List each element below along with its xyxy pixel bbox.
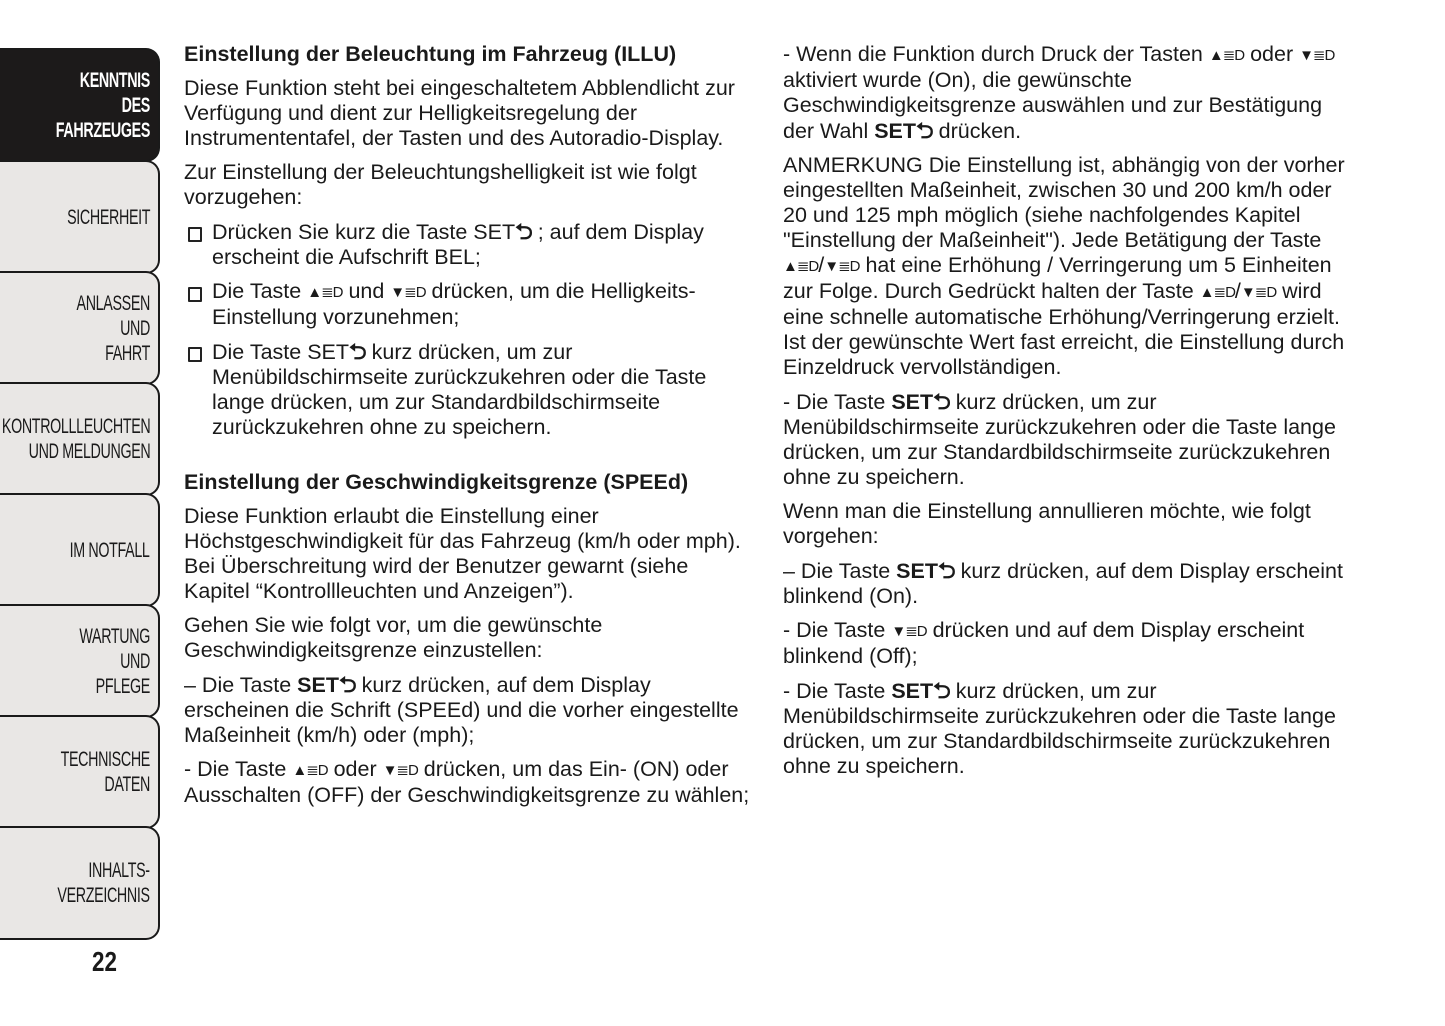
down-light-icon: ▼≣D <box>1299 47 1335 64</box>
chapter-tab-label: SICHERHEIT <box>66 205 150 229</box>
text: kurz drücken, um zur Menübildschirmseite zurückzukehren oder die Taste lange drücken, um zur Standardbildschirmseite zurückzukehren ohne zu speichern. <box>783 679 1336 778</box>
text: Einstellung der Geschwindigkeitsgrenze (SPEEd) <box>184 470 689 494</box>
key-label: SET <box>874 119 917 143</box>
paragraph <box>783 558 1353 609</box>
key-label: SET <box>896 559 938 583</box>
down-light-icon: ▼≣D <box>1240 284 1277 301</box>
chapter-tab-label: TECHNISCHE DATEN <box>60 748 150 796</box>
paragraph <box>783 153 1353 380</box>
text: kurz drücken, um zur Menübildschirmseite zurückzukehren oder die Taste lange drücken, um zur Standardbildschirmseite zurückzukehren ohne zu speichern. <box>212 340 707 439</box>
paragraph <box>184 504 754 604</box>
paragraph <box>184 76 754 151</box>
text: Gehen Sie wie folgt vor, um die gewünschte Geschwindigkeitsgrenze einzustellen: <box>184 613 603 662</box>
paragraph <box>184 672 754 748</box>
down-light-icon: ▼≣D <box>824 258 860 275</box>
paragraph <box>184 160 754 210</box>
chapter-tab-8[interactable] <box>0 826 160 940</box>
chapter-tab-6[interactable] <box>0 604 160 718</box>
chapter-tab-2[interactable] <box>0 160 160 274</box>
up-light-icon: ▲≣D <box>783 258 819 275</box>
text: - Die Taste <box>783 390 892 414</box>
paragraph <box>783 618 1353 669</box>
bullet-item <box>184 339 754 440</box>
chapter-tab-5[interactable] <box>0 493 160 607</box>
text: Diese Funktion erlaubt die Einstellung einer Höchstgeschwindigkeit für das Fahrzeug (km/h oder mph). Bei Überschreitung wird der Benutzer gewarnt (siehe Kapitel “Kontrollleuchten und Anzeigen”). <box>184 504 741 603</box>
chapter-tab-label: INHALTS- VERZEICHNIS <box>57 859 150 907</box>
text: - Die Taste <box>783 679 892 703</box>
up-light-icon: ▲≣D <box>307 284 343 301</box>
set-return-icon: ⮌ <box>937 558 955 583</box>
set-return-icon: ⮌ <box>349 339 366 364</box>
up-light-icon: ▲≣D <box>1208 47 1245 64</box>
text: ANMERKUNG Die Einstellung ist, abhängig von der vorher eingestellten Maßeinheit, zwischen 30 und 200 km/h oder 20 und 125 mph möglich (siehe nachfolgendes Kapitel "Einstellung der Maßeinheit"). Jede Betätigung der Taste <box>783 153 1345 252</box>
paragraph <box>184 613 754 663</box>
text: kurz drücken, auf dem Display erscheinen die Schrift (SPEEd) und die vorher eingestellte Maßeinheit (km/h) oder (mph); <box>184 673 739 747</box>
bullet-item <box>184 279 754 330</box>
text: oder <box>1244 42 1300 66</box>
text: Die Taste SET <box>212 340 350 364</box>
text: - Die Taste <box>783 618 892 642</box>
down-light-icon: ▼≣D <box>390 284 426 301</box>
text: wird eine schnelle automatische Erhöhung/Verringerung erzielt. Ist der gewünschte Wert fast erreicht, die Einstellung durch Einzeldruck vervollständigen. <box>783 279 1345 379</box>
text: kurz drücken, auf dem Display erscheint blinkend (On). <box>783 559 1343 608</box>
set-return-icon: ⮌ <box>933 678 950 703</box>
text: – Die Taste <box>783 559 897 583</box>
chapter-tab-label: KONTROLLLEUCHTEN UND MELDUNGEN <box>1 415 150 463</box>
key-label: SET <box>297 673 339 697</box>
paragraph <box>184 757 754 808</box>
text: / <box>1234 279 1241 303</box>
text: kurz drücken, um zur Menübildschirmseite zurückzukehren oder die Taste lange drücken, um zur Standardbildschirmseite zurückzukehren ohne zu speichern. <box>783 390 1336 489</box>
paragraph <box>783 678 1353 779</box>
text: Drücken Sie kurz die Taste SET <box>212 220 516 244</box>
section-heading <box>184 42 754 67</box>
paragraph <box>783 42 1353 144</box>
text: ; auf dem Display erscheint die Aufschrift BEL; <box>212 220 704 269</box>
set-return-icon: ⮌ <box>338 672 356 697</box>
text: und <box>342 279 391 303</box>
text: drücken. <box>932 119 1022 143</box>
page-number: 22 <box>92 946 117 977</box>
text: drücken, um das Ein- (ON) oder Ausschalten (OFF) der Geschwindigkeitsgrenze zu wählen; <box>184 757 750 807</box>
chapter-tab-7[interactable] <box>0 715 160 829</box>
key-label: SET <box>891 390 934 414</box>
text: Zur Einstellung der Beleuchtungshelligkeit ist wie folgt vorzugehen: <box>184 160 697 209</box>
down-light-icon: ▼≣D <box>382 762 418 779</box>
chapter-tab-label: IM NOTFALL <box>70 538 150 562</box>
text: / <box>818 253 825 277</box>
set-return-icon: ⮌ <box>515 219 532 244</box>
text: Diese Funktion steht bei eingeschaltetem Abblendlicht zur Verfügung und dient zur Helligkeitsregelung der Instrumententafel, der Tasten und des Autoradio-Display. <box>184 76 735 150</box>
down-light-icon: ▼≣D <box>891 623 927 640</box>
chapter-tab-label: WARTUNG UND PFLEGE <box>79 624 150 698</box>
chapter-tab-4[interactable] <box>0 382 160 496</box>
text: Wenn man die Einstellung annullieren möchte, wie folgt vorgehen: <box>783 499 1311 548</box>
chapter-tab-label: ANLASSEN UND FAHRT <box>76 291 150 365</box>
key-label: SET <box>891 679 934 703</box>
text: - Wenn die Funktion durch Druck der Tasten <box>783 42 1209 66</box>
chapter-tab-3[interactable] <box>0 271 160 385</box>
set-return-icon: ⮌ <box>916 118 933 143</box>
left-column <box>184 42 754 817</box>
text: – Die Taste <box>184 673 298 697</box>
text: Die Taste <box>212 279 308 303</box>
text: hat eine Erhöhung / Verringerung um 5 Einheiten zur Folge. Durch Gedrückt halten der Taste <box>783 253 1332 303</box>
text: oder <box>327 757 383 781</box>
text: drücken und auf dem Display erscheint blinkend (Off); <box>783 618 1305 668</box>
text: drücken, um die Helligkeits-Einstellung vorzunehmen; <box>212 279 696 329</box>
right-column <box>783 42 1353 788</box>
paragraph <box>783 499 1353 549</box>
text: - Die Taste <box>184 757 293 781</box>
text: aktiviert wurde (On), die gewünschte Geschwindigkeitsgrenze auswählen und zur Bestätigung der Wahl <box>783 68 1323 143</box>
up-light-icon: ▲≣D <box>292 762 328 779</box>
paragraph <box>783 389 1353 490</box>
up-light-icon: ▲≣D <box>1199 284 1235 301</box>
bullet-item <box>184 219 754 270</box>
chapter-tab-label: KENNTNIS DES FAHRZEUGES <box>55 68 151 142</box>
chapter-tab-1[interactable] <box>0 48 160 162</box>
text: Einstellung der Beleuchtung im Fahrzeug (ILLU) <box>184 42 677 66</box>
section-heading <box>184 470 754 495</box>
set-return-icon: ⮌ <box>933 389 950 414</box>
